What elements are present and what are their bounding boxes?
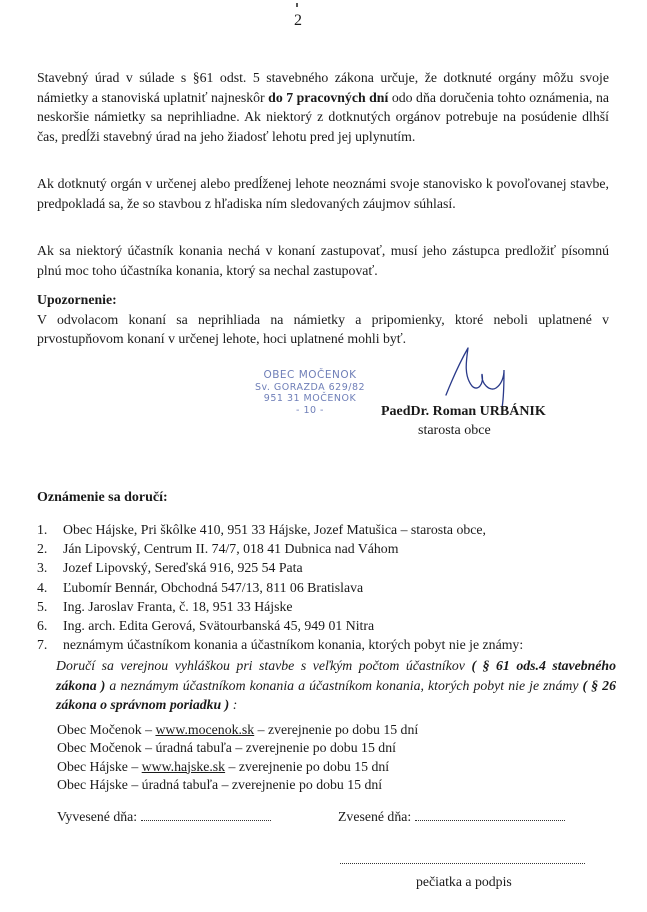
item-text: Ľubomír Bennár, Obchodná 547/13, 811 06 Bratislava	[63, 579, 364, 595]
item-number: 6.	[37, 618, 48, 634]
page-mark	[296, 3, 298, 7]
publication-prefix: Obec Hájske –	[57, 758, 142, 774]
seal-signature-label: pečiatka a podpis	[416, 874, 512, 889]
warning-title: Upozornenie:	[37, 292, 117, 307]
signatory-name: PaedDr. Roman URBÁNIK	[381, 404, 546, 419]
list-item	[37, 597, 627, 616]
posted-date-field	[57, 808, 271, 825]
signature-line	[340, 862, 585, 864]
item-text: Jozef Lipovský, Sereďská 916, 925 54 Pata	[63, 560, 303, 576]
list-item	[37, 635, 627, 654]
municipality-stamp	[245, 370, 375, 416]
publication-item	[57, 739, 617, 757]
deadline-text-end: odo dňa doručenia tohto oznámenia, na neskoršie námietky sa neprihliadne. Ak niektorý z dotknutých orgánov potrebuje na posúdenie dlhší čas, predĺži stavebný úrad na jeho žiadosť lehotu pred jej uplynutím.	[37, 89, 610, 144]
item-text: Ing. Jaroslav Franta, č. 18, 951 33 Hájske	[63, 598, 293, 614]
list-item	[37, 558, 627, 577]
stamp-line-4: - 10 -	[296, 404, 324, 416]
item-text: Ing. arch. Edita Gerová, Svätourbanská 45, 949 01 Nitra	[63, 618, 375, 634]
list-item	[37, 520, 627, 539]
publication-prefix: Obec Močenok – úradná tabuľa – zverejnenie po dobu 15 dní	[57, 740, 396, 756]
removed-label: Zvesené dňa:	[338, 809, 412, 824]
hajske-website-link[interactable]: www.hajske.sk	[141, 758, 226, 774]
item-number: 1.	[37, 522, 48, 537]
notice-part-2: a neznámym účastníkom konania a účastníkom konania, ktorých pobyt nie je známy	[105, 677, 583, 693]
mocenok-website-link[interactable]: www.mocenok.sk	[155, 722, 255, 737]
notice-part-3: :	[229, 697, 238, 712]
consent-paragraph: Ak dotknutý orgán v určenej alebo predĺženej lehote neoznámi svoje stanovisko k povoľovanej stavbe, predpokladá sa, že so stavbou z hľadiska ním sledovaných záujmov súhlasí.	[37, 176, 609, 211]
publication-item	[57, 721, 617, 739]
publication-prefix: Obec Hájske – úradná tabuľa – zverejnenie po dobu 15 dní	[57, 776, 383, 792]
list-item	[37, 578, 627, 597]
posted-date-blank	[141, 808, 271, 821]
removed-date-blank	[415, 808, 565, 821]
publication-list	[57, 721, 617, 794]
stamp-line-3: 951 31 MOČENOK	[263, 393, 357, 404]
item-number: 3.	[37, 560, 48, 576]
handwritten-signature	[438, 340, 528, 410]
notice-ref-2: ( § 26 zákona o správnom poriadku )	[56, 677, 616, 712]
delivery-title: Oznámenie sa doručí:	[37, 490, 168, 505]
item-text: neznámym účastníkom konania a účastníkom konania, ktorých pobyt nie je známy:	[63, 637, 524, 653]
publication-prefix: Obec Močenok –	[57, 722, 156, 737]
warning-text: V odvolacom konaní sa neprihliada na námietky a pripomienky, ktoré neboli uplatnené v prvostupňovom konaní v určenej lehote, hoci uplatnené mohli byť.	[37, 311, 609, 346]
list-item	[37, 539, 627, 558]
notice-part-1: Doručí sa verejnou vyhláškou pri stavbe s veľkým počtom účastníkov	[56, 658, 472, 673]
signatory-role: starosta obce	[418, 423, 491, 438]
publication-item	[57, 776, 617, 794]
stamp-line-2: Sv. GORAZDA 629/82	[254, 381, 366, 393]
notice-ref-1: ( § 61 ods.4 stavebného zákona )	[56, 658, 616, 693]
item-number: 5.	[37, 598, 48, 614]
deadline-paragraph	[37, 68, 609, 146]
item-number: 2.	[37, 541, 48, 557]
item-number: 7.	[37, 637, 48, 653]
item-number: 4.	[37, 579, 48, 595]
posted-label: Vyvesené dňa:	[57, 809, 138, 824]
item-text: Ján Lipovský, Centrum II. 74/7, 018 41 Dubnica nad Váhom	[63, 541, 399, 557]
public-notice-text	[56, 656, 616, 715]
item-text: Obec Hájske, Pri škôlke 410, 951 33 Hájske, Jozef Matušica – starosta obce,	[63, 522, 487, 537]
deadline-emphasis: do 7 pracovných dní	[268, 89, 389, 105]
representation-paragraph: Ak sa niektorý účastník konania nechá v konaní zastupovať, musí jeho zástupca predložiť písomnú plnú moc toho účastníka konania, ktorý sa nechal zastupovať.	[37, 243, 609, 278]
publication-suffix: – zverejnenie po dobu 15 dní	[254, 722, 419, 737]
deadline-text-start: Stavebný úrad v súlade s §61 odst. 5 stavebného zákona určuje, že dotknuté orgány môžu svoje námietky a stanoviská uplatniť najneskôr	[37, 70, 609, 105]
stamp-line-1: OBEC MOČENOK	[263, 369, 357, 381]
publication-suffix: – zverejnenie po dobu 15 dní	[225, 758, 390, 774]
list-item	[37, 616, 627, 635]
publication-item	[57, 758, 617, 776]
page-number: 2	[294, 12, 302, 29]
recipient-list	[37, 520, 627, 654]
removed-date-field	[338, 808, 565, 825]
